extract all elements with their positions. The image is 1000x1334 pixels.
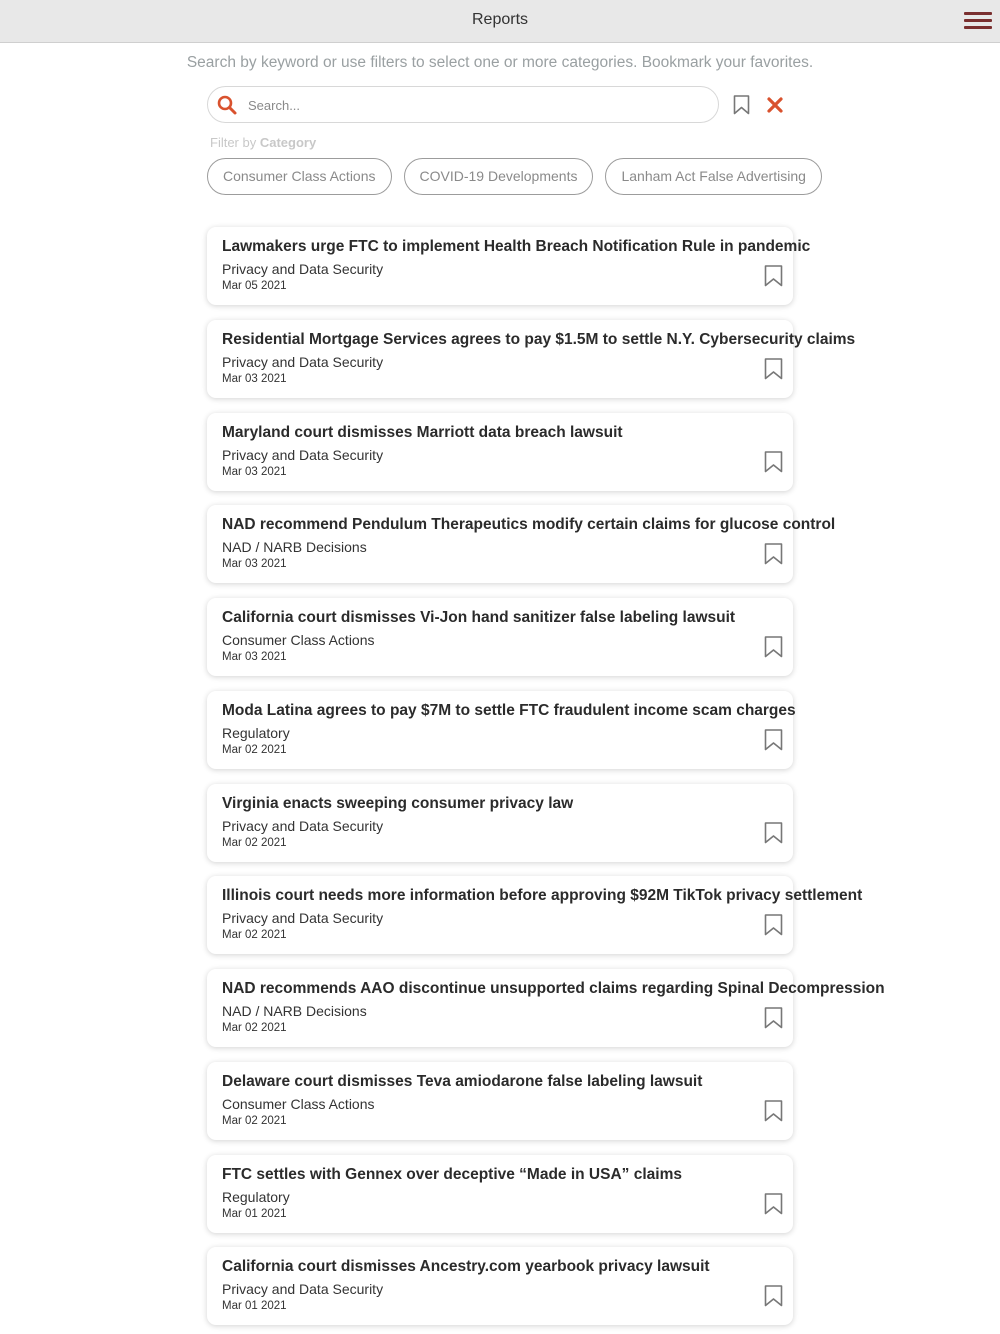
report-title[interactable]: NAD recommend Pendulum Therapeutics modify certain claims for glucose control <box>222 516 836 533</box>
bookmark-icon[interactable] <box>764 1007 783 1029</box>
report-date: Mar 03 2021 <box>222 373 287 385</box>
report-card[interactable] <box>207 320 856 398</box>
report-category: Consumer Class Actions <box>222 1096 375 1112</box>
report-card[interactable] <box>207 876 863 954</box>
report-card[interactable] <box>207 598 793 676</box>
report-title[interactable]: California court dismisses Ancestry.com yearbook privacy lawsuit <box>222 1258 710 1275</box>
bookmark-filter-icon[interactable] <box>733 95 750 115</box>
report-date: Mar 01 2021 <box>222 1300 287 1312</box>
report-date: Mar 02 2021 <box>222 1115 287 1127</box>
report-card[interactable] <box>207 505 836 583</box>
report-date: Mar 03 2021 <box>222 558 287 570</box>
filter-label-category: Category <box>259 135 317 150</box>
report-card[interactable] <box>207 691 796 769</box>
report-date: Mar 02 2021 <box>222 929 287 941</box>
top-bar <box>0 0 1000 43</box>
bookmark-icon[interactable] <box>764 636 783 658</box>
chip-consumer-class-actions[interactable]: Consumer Class Actions <box>207 158 392 195</box>
bookmark-icon[interactable] <box>764 543 783 565</box>
report-title[interactable]: California court dismisses Vi-Jon hand sanitizer false labeling lawsuit <box>222 609 736 626</box>
report-title[interactable]: Illinois court needs more information before approving $92M TikTok privacy settlement <box>222 887 863 904</box>
report-category: Consumer Class Actions <box>222 632 375 648</box>
report-title[interactable]: Moda Latina agrees to pay $7M to settle FTC fraudulent income scam charges <box>222 702 796 719</box>
report-category: Privacy and Data Security <box>222 1281 384 1297</box>
report-category: Privacy and Data Security <box>222 261 384 277</box>
filter-label <box>210 135 316 150</box>
report-category: NAD / NARB Decisions <box>222 539 367 555</box>
report-category: Regulatory <box>222 1189 290 1205</box>
report-title[interactable]: NAD recommends AAO discontinue unsupported claims regarding Spinal Decompression <box>222 980 885 997</box>
report-card[interactable] <box>207 969 885 1047</box>
report-title[interactable]: Lawmakers urge FTC to implement Health Breach Notification Rule in pandemic <box>222 238 811 255</box>
report-title[interactable]: FTC settles with Gennex over deceptive “Made in USA” claims <box>222 1166 682 1183</box>
report-category: Regulatory <box>222 725 290 741</box>
report-date: Mar 02 2021 <box>222 744 287 756</box>
bookmark-icon[interactable] <box>764 451 783 473</box>
bookmark-icon[interactable] <box>764 265 783 287</box>
report-card[interactable] <box>207 1155 793 1233</box>
bookmark-icon[interactable] <box>764 822 783 844</box>
report-category: Privacy and Data Security <box>222 910 384 926</box>
menu-icon[interactable] <box>964 12 992 32</box>
instructions-text: Search by keyword or use filters to select one or more categories. Bookmark your favorites. <box>186 54 814 71</box>
bookmark-icon[interactable] <box>764 729 783 751</box>
search-input[interactable] <box>246 91 706 119</box>
report-date: Mar 03 2021 <box>222 651 287 663</box>
chip-lanham-act-false-advertising[interactable]: Lanham Act False Advertising <box>605 158 821 195</box>
search-icon <box>217 95 237 115</box>
bookmark-icon[interactable] <box>764 1285 783 1307</box>
bookmark-icon[interactable] <box>764 1100 783 1122</box>
search-box[interactable] <box>207 86 719 123</box>
report-card[interactable] <box>207 227 811 305</box>
report-card[interactable] <box>207 784 793 862</box>
bookmark-icon[interactable] <box>764 358 783 380</box>
report-category: Privacy and Data Security <box>222 447 384 463</box>
report-date: Mar 02 2021 <box>222 837 287 849</box>
report-title[interactable]: Delaware court dismisses Teva amiodarone false labeling lawsuit <box>222 1073 703 1090</box>
report-card[interactable] <box>207 1062 793 1140</box>
report-date: Mar 02 2021 <box>222 1022 287 1034</box>
report-category: Privacy and Data Security <box>222 354 384 370</box>
report-category: Privacy and Data Security <box>222 818 384 834</box>
bookmark-icon[interactable] <box>764 1193 783 1215</box>
report-date: Mar 03 2021 <box>222 466 287 478</box>
report-category: NAD / NARB Decisions <box>222 1003 367 1019</box>
report-card[interactable] <box>207 1247 793 1325</box>
bookmark-icon[interactable] <box>764 914 783 936</box>
report-card[interactable] <box>207 413 793 491</box>
report-date: Mar 05 2021 <box>222 280 287 292</box>
report-title[interactable]: Residential Mortgage Services agrees to pay $1.5M to settle N.Y. Cybersecurity claims <box>222 331 856 348</box>
category-chips <box>207 158 806 196</box>
page-title: Reports <box>471 11 529 28</box>
filter-label-prefix: Filter by <box>210 135 257 150</box>
report-date: Mar 01 2021 <box>222 1208 287 1220</box>
clear-filters-icon[interactable] <box>766 96 784 114</box>
report-title[interactable]: Virginia enacts sweeping consumer privacy law <box>222 795 574 812</box>
chip-covid-19-developments[interactable]: COVID-19 Developments <box>404 158 594 195</box>
report-title[interactable]: Maryland court dismisses Marriott data breach lawsuit <box>222 424 623 441</box>
